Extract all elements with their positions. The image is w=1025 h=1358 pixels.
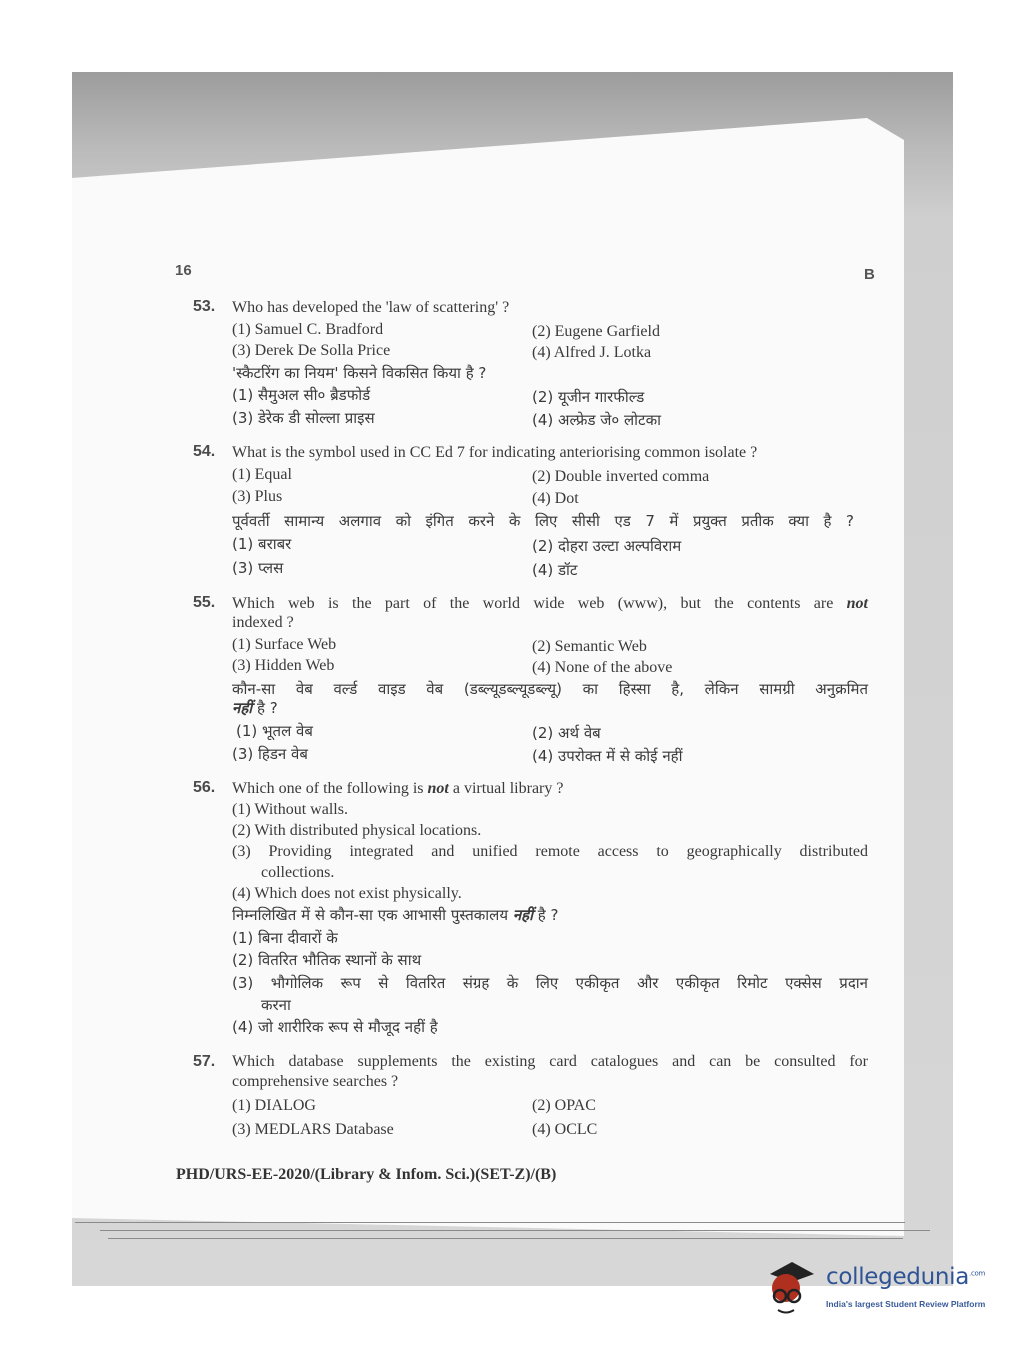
sheet-edge: [108, 1238, 903, 1239]
option-2-hi: (2) वितरित भौतिक स्थानों के साथ: [232, 951, 422, 969]
option-4-hi: (4) जो शारीरिक रूप से मौजूद नहीं है: [232, 1018, 438, 1036]
question-text-en-cont: comprehensive searches ?: [232, 1073, 399, 1090]
question-text-hi: निम्नलिखित में से कौन-सा एक आभासी पुस्तकालय नहीं है ?: [232, 906, 559, 924]
option-3-en: (3) MEDLARS Database: [232, 1121, 394, 1138]
option-2-hi: (2) अर्थ वेब: [532, 724, 601, 742]
option-1-en: (1) DIALOG: [232, 1097, 316, 1114]
question-text-en: Which database supplements the existing card catalogues and can be consulted for: [232, 1053, 868, 1070]
question-text-en: Who has developed the 'law of scattering' ?: [232, 299, 510, 316]
option-3-en: (3) Derek De Solla Price: [232, 342, 391, 359]
option-4-en: (4) OCLC: [532, 1121, 598, 1138]
option-3-hi: (3) प्लस: [232, 559, 284, 577]
option-3-en: (3) Hidden Web: [232, 657, 335, 674]
option-1-en: (1) Equal: [232, 466, 292, 483]
option-3-hi: (3) हिडन वेब: [232, 745, 308, 763]
sheet-edge: [75, 1222, 905, 1223]
question-number: 55.: [193, 594, 216, 611]
option-3-hi: (3) डेरेक डी सोल्ला प्राइस: [232, 409, 375, 427]
option-1-hi: (1) सैमुअल सी० ब्रैडफोर्ड: [232, 386, 371, 404]
option-2-en: (2) Eugene Garfield: [532, 323, 660, 340]
page-number: 16: [175, 262, 192, 279]
set-letter: B: [864, 266, 875, 283]
brand-tagline: India's largest Student Review Platform: [826, 1299, 986, 1309]
question-text-en: Which web is the part of the world wide web (www), but the contents are not: [232, 595, 868, 612]
question-number: 54.: [193, 443, 216, 460]
option-1-en: (1) Surface Web: [232, 636, 337, 653]
question-text-hi: पूर्ववर्ती सामान्य अलगाव को इंगित करने के लिए सीसी एड 7 में प्रयुक्त प्रतीक क्या है ?: [232, 512, 854, 530]
option-1-en: (1) Without walls.: [232, 801, 348, 818]
brand-name: collegedunia$^{.com}$: [826, 1264, 986, 1290]
paper-code-footer: PHD/URS-EE-2020/(Library & Infom. Sci.)(SET-Z)/(B): [176, 1166, 557, 1183]
option-3-en: (3) Providing integrated and unified remote access to geographically distributed: [232, 843, 868, 860]
question-text-hi-cont: नहीं है ?: [232, 699, 278, 717]
question-number: 56.: [193, 779, 216, 796]
option-1-en: (1) Samuel C. Bradford: [232, 321, 384, 338]
option-3-en-cont: collections.: [261, 864, 335, 881]
option-4-hi: (4) उपरोक्त में से कोई नहीं: [532, 747, 683, 765]
option-3-hi-cont: करना: [261, 996, 291, 1014]
option-3-hi: (3) भौगोलिक रूप से वितरित संग्रह के लिए एकीकृत और एकीकृत रिमोट एक्सेस प्रदान: [232, 974, 868, 992]
option-4-hi: (4) अल्फ्रेड जे० लोटका: [532, 411, 661, 429]
option-4-en: (4) Alfred J. Lotka: [532, 344, 652, 361]
option-1-hi: (1) बिना दीवारों के: [232, 929, 338, 947]
option-4-en: (4) Which does not exist physically.: [232, 885, 462, 902]
question-text-en-cont: indexed ?: [232, 614, 294, 631]
option-4-en: (4) None of the above: [532, 659, 673, 676]
question-number: 53.: [193, 298, 216, 315]
option-1-hi: (1) बराबर: [232, 535, 292, 553]
option-2-hi: (2) दोहरा उल्टा अल्पविराम: [532, 537, 682, 555]
question-text-hi: 'स्कैटरिंग का नियम' किसने विकसित किया है ?: [232, 364, 487, 382]
question-text-en: Which one of the following is not a virtual library ?: [232, 780, 564, 797]
sheet-edge: [100, 1230, 930, 1231]
question-text-en: What is the symbol used in CC Ed 7 for indicating anteriorising common isolate ?: [232, 444, 758, 461]
option-3-en: (3) Plus: [232, 488, 283, 505]
option-4-en: (4) Dot: [532, 490, 579, 507]
option-2-hi: (2) यूजीन गारफील्ड: [532, 388, 645, 406]
question-number: 57.: [193, 1053, 216, 1070]
option-2-en: (2) With distributed physical locations.: [232, 822, 482, 839]
question-text-hi: कौन-सा वेब वर्ल्ड वाइड वेब (डब्ल्यूडब्ल्यूडब्ल्यू) का हिस्सा है, लेकिन सामग्री अनुक्रमित: [232, 680, 868, 698]
option-2-en: (2) OPAC: [532, 1097, 596, 1114]
option-4-hi: (4) डॉट: [532, 561, 578, 579]
option-2-en: (2) Double inverted comma: [532, 468, 710, 485]
option-1-hi: (1) भूतल वेब: [236, 722, 313, 740]
option-2-en: (2) Semantic Web: [532, 638, 647, 655]
